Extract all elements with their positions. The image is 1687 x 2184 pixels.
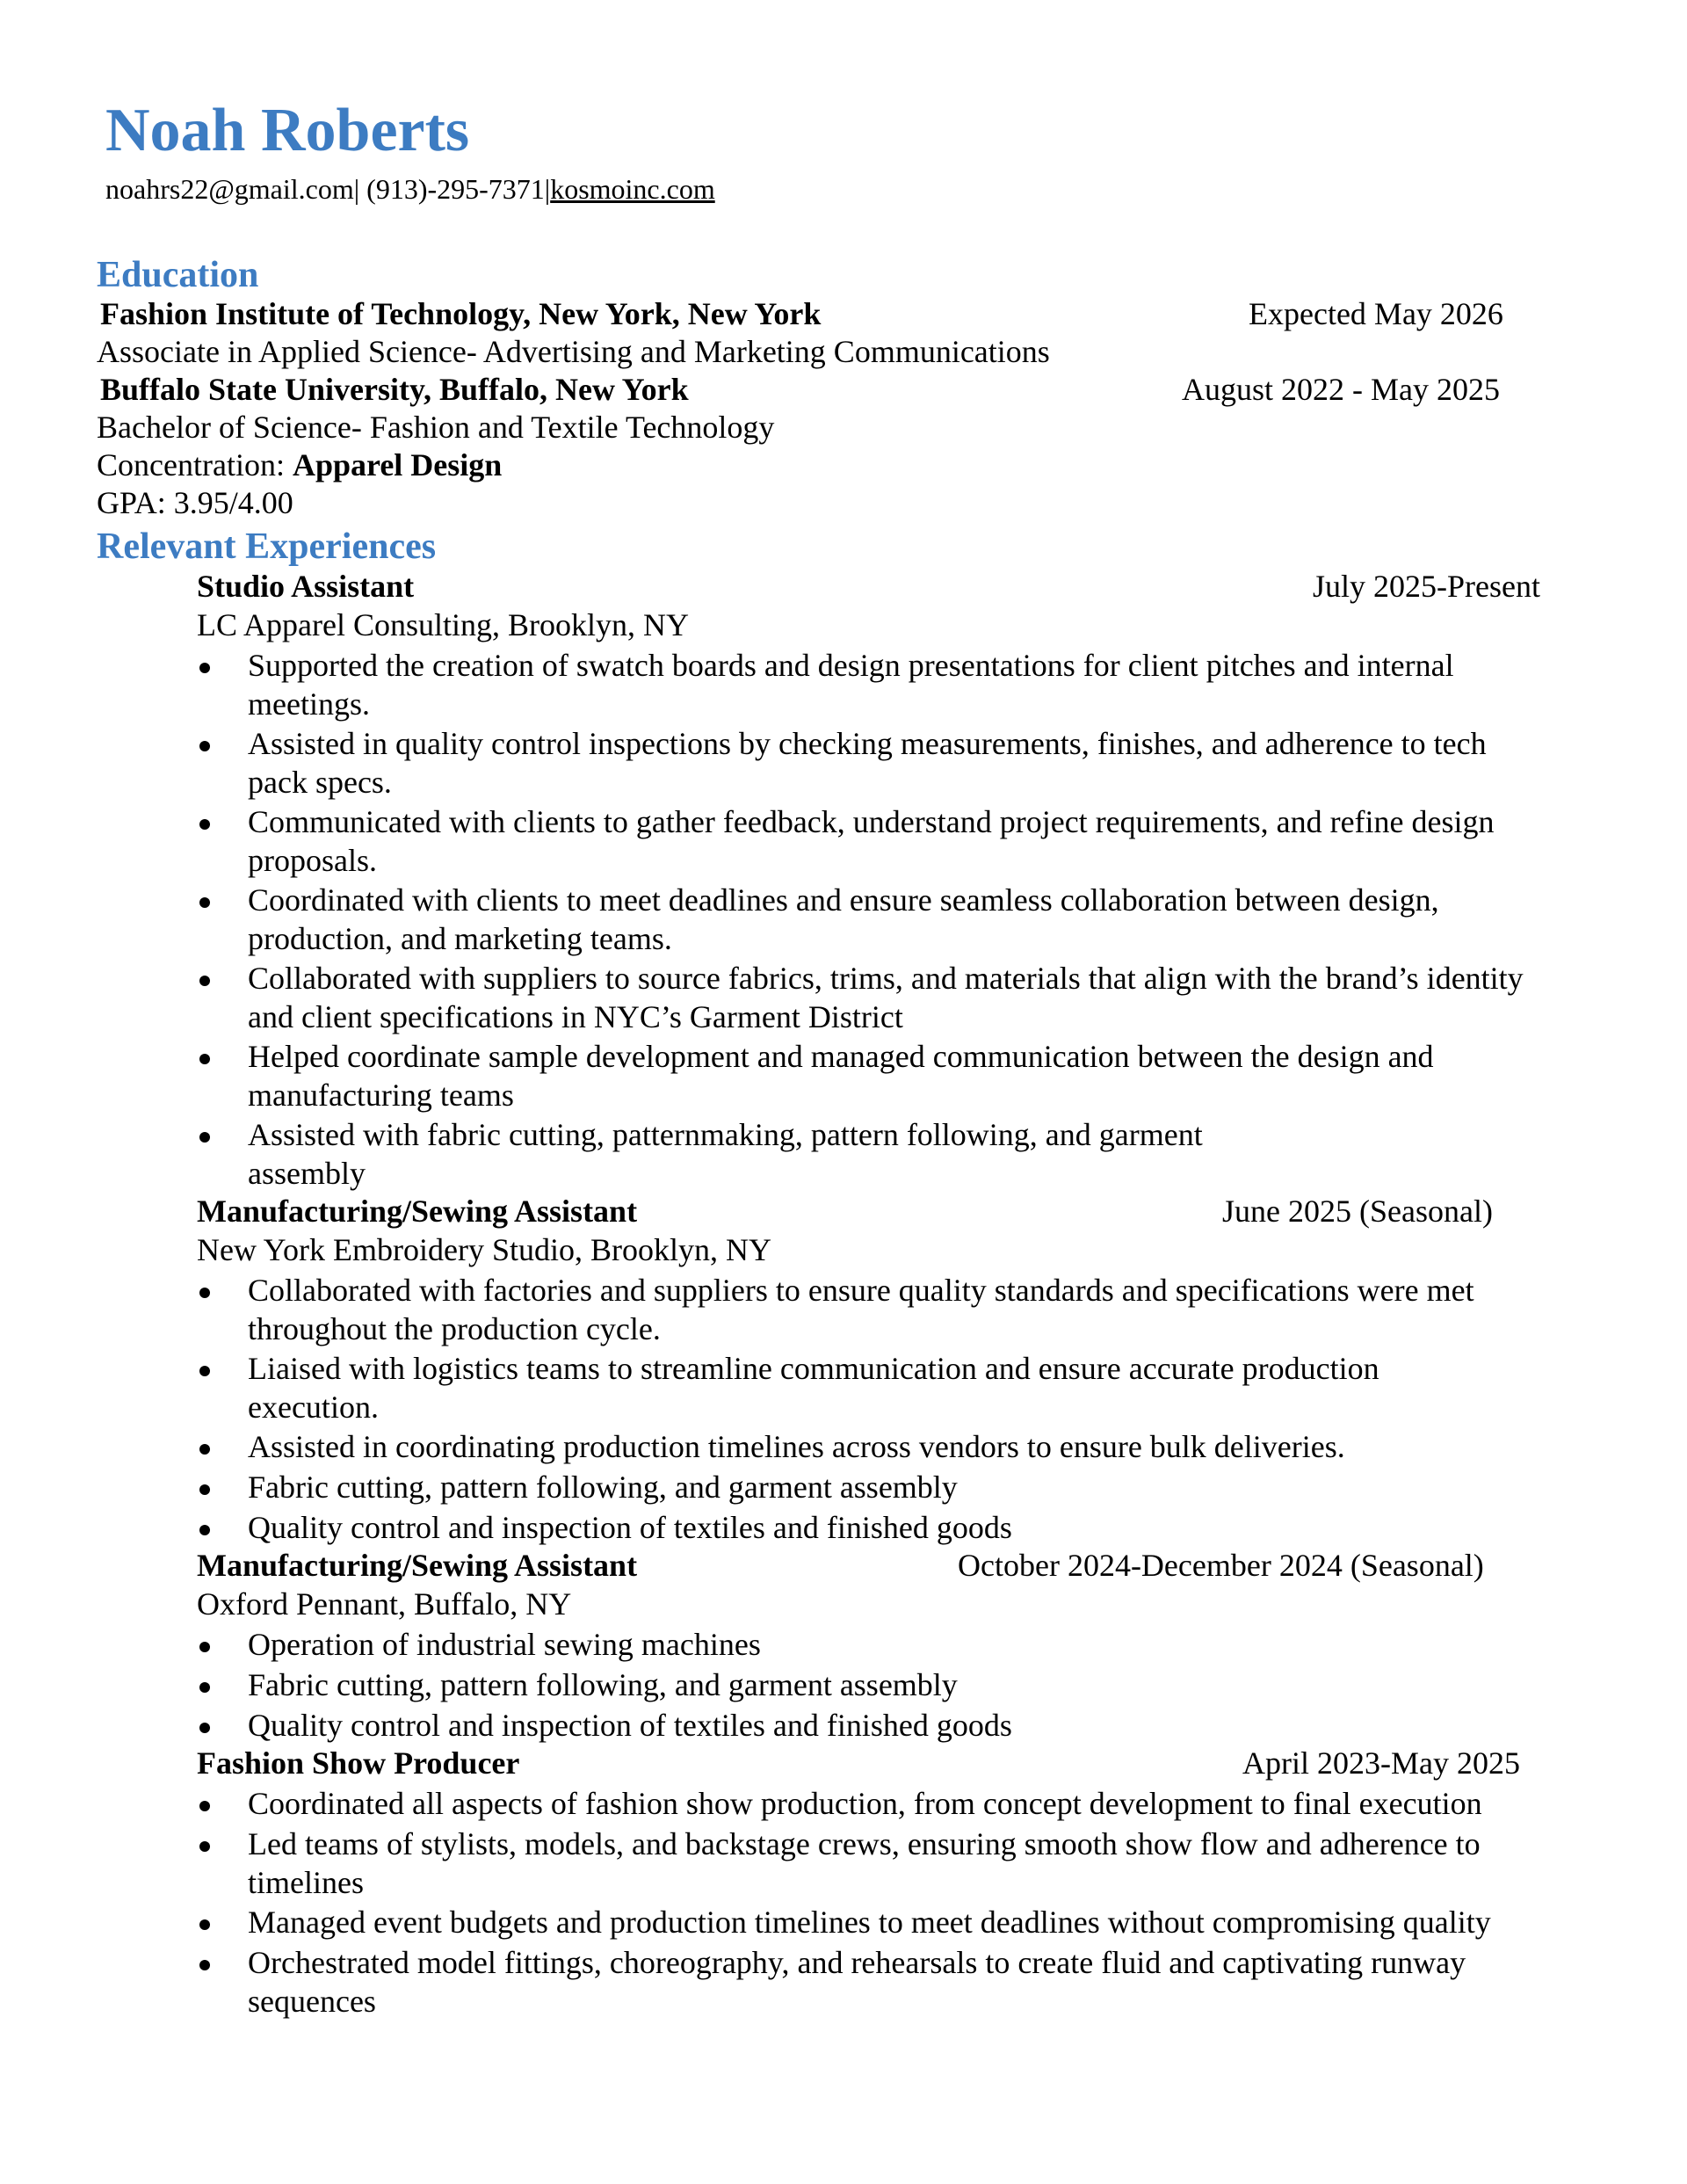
separator: | [353,173,367,205]
bullet-icon [199,897,210,908]
bullet-icon [199,1444,210,1455]
job-title: Manufacturing/Sewing Assistant [197,1548,638,1583]
separator: | [544,173,551,205]
concentration-label: Concentration: [97,447,293,483]
school-name: Buffalo State University, Buffalo, New York [100,372,689,407]
candidate-name: Noah Roberts [105,97,470,164]
job-date: July 2025-Present [1313,569,1540,604]
bullet-icon [199,1484,210,1495]
bullet-icon [199,1132,210,1143]
bullet-icon [199,1682,210,1693]
website-link[interactable]: kosmoinc.com [550,173,715,205]
email: noahrs22@gmail.com [105,173,354,205]
school-name: Fashion Institute of Technology, New York, New York [100,296,822,331]
job-company: LC Apparel Consulting, Brooklyn, NY [197,607,689,642]
gpa: GPA: 3.95/4.00 [97,485,293,520]
bullet-icon [199,1960,210,1970]
degree: Associate in Applied Science- Advertising and Marketing Communications [97,334,1050,369]
job-title: Studio Assistant [197,569,415,604]
job-company: Oxford Pennant, Buffalo, NY [197,1586,572,1622]
bullet-icon [199,1841,210,1852]
job-date: October 2024-December 2024 (Seasonal) [958,1548,1484,1583]
bullet-icon [199,976,210,986]
concentration [97,446,502,484]
bullet-icon [199,1919,210,1930]
bullet-icon [199,1801,210,1811]
degree: Bachelor of Science- Fashion and Textile Technology [97,410,775,445]
concentration-value: Apparel Design [292,447,503,483]
education-heading: Education [97,255,259,295]
job-date: June 2025 (Seasonal) [1222,1194,1493,1229]
bullet-icon [199,1054,210,1064]
job-title: Manufacturing/Sewing Assistant [197,1194,638,1229]
resume-page: Noah Roberts noahrs22@gmail.com| (913)-295-7371|kosmoinc.com Education Fashion Institute of Technology, New York, New York Expected May 2026 Associate in Applied Science- Advertising and Marketing Communications Buffalo State University, Buffalo, New York August 2022 - May 2025 Bachelor of Science- Fashion and Textile Technology Concentration: Apparel Design GPA: 3.95/4.00 Relevant Experiences Studio Assistant July 2025-Present LC Apparel Consulting, Brooklyn, NY Supported the creation of swatch boards and design presentations for client pitches and internal meetings. Assisted in quality control inspections by checking measurements, finishes, and adherence to tech pack specs. Communicated with clients to gather feedback, understand project requirements, and refine design proposals. Coordinated with clients to meet deadlines and ensure seamless collaboration between design, production, and marketing teams. Collaborated with suppliers to source fabrics, trims, and materials that align with the brand’s identity and client specifications in NYC’s Garment District Helped coordinate sample development and managed communication between the design and manufacturing teams Assisted with fabric cutting, patternmaking, pattern following, and garment assembly Manufacturing/Sewing Assistant June 2025 (Seasonal) New York Embroidery Studio, Brooklyn, NY Collaborated with factories and suppliers to ensure quality standards and specifications were met throughout the production cycle. Liaised with logistics teams to streamline communication and ensure accurate production execution. Assisted in coordinating production timelines across vendors to ensure bulk deliveries. Fabric cutting, pattern following, and garment assembly Quality control and inspection of textiles and finished goods Manufacturing/Sewing Assistant October 2024-December 2024 (Seasonal) Oxford Pennant, Buffalo, NY Operation of industrial sewing machines Fabric cutting, pattern following, and garment assembly Quality control and inspection of textiles and finished goods Fashion Show Producer April 2023-May 2025 Coordinated all aspects of fashion show production, from concept development to final execution Led teams of stylists, models, and backstage crews, ensuring smooth show flow and adherence to timelines Managed event budgets and production timelines to meet deadlines without compromising quality Orchestrated model fittings, choreography, and rehearsals to create fluid and captivating runway sequences [97,97,1540,2019]
school-date: August 2022 - May 2025 [1182,372,1500,407]
phone: (913)-295-7371 [366,173,545,205]
bullet-icon [199,663,210,673]
job-title: Fashion Show Producer [197,1745,520,1781]
bullet-icon [199,741,210,751]
bullet-icon [199,1366,210,1376]
bullet-icon [199,1642,210,1652]
bullet-icon [199,819,210,830]
contact-line [105,172,715,206]
bullet-icon [199,1288,210,1298]
job-company: New York Embroidery Studio, Brooklyn, NY [197,1232,771,1267]
school-date: Expected May 2026 [1249,296,1503,331]
bullet-icon [199,1525,210,1535]
job-date: April 2023-May 2025 [1242,1745,1520,1781]
bullet-icon [199,1723,210,1733]
experience-heading: Relevant Experiences [97,526,437,567]
